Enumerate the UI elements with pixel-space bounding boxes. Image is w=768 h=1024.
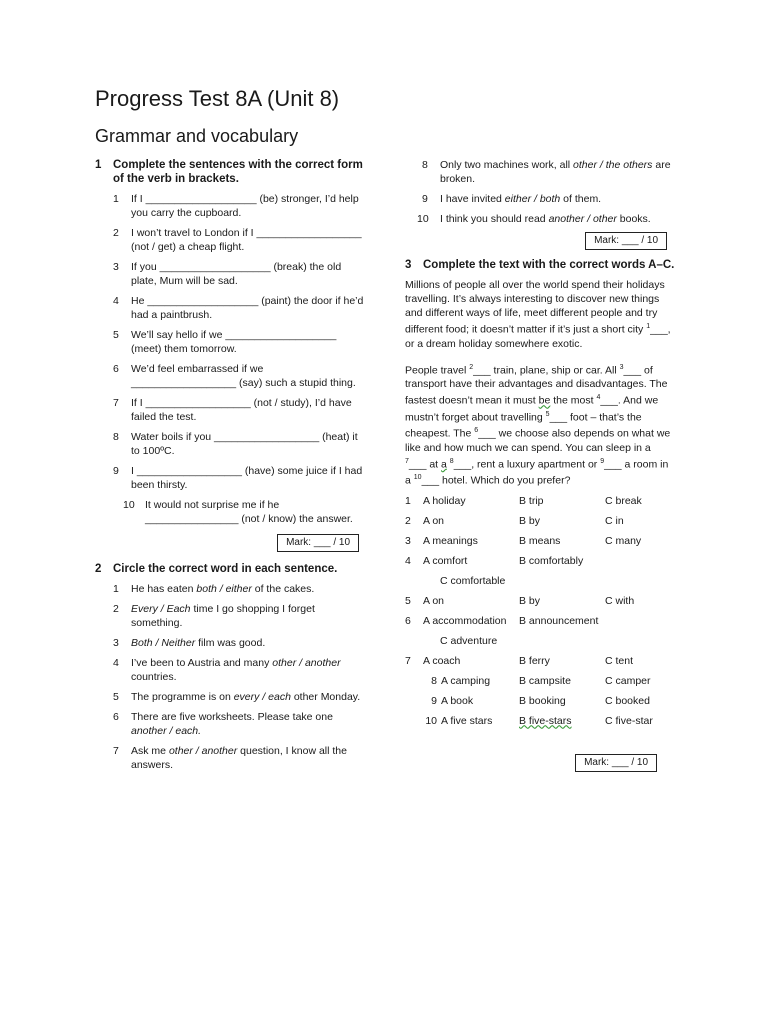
exercise-instruction: Complete the sentences with the correct form of the verb in brackets. — [113, 159, 363, 185]
exercise-2-items-left — [95, 582, 367, 772]
exercise-1-item — [95, 226, 367, 254]
item-number: 9 — [422, 193, 428, 205]
paragraph-text: Millions of people all over the world spend their holidays travelling. It’s always interesting to discover new things and different ways of life, meet different people and try different food; it doesn’t matter if it’s just a short city — [405, 279, 665, 336]
option-c[interactable]: C break — [605, 494, 642, 507]
exercise-instruction: Complete the text with the correct words A–C. — [423, 259, 675, 271]
item-number: 6 — [113, 363, 119, 375]
exercise-1-item — [95, 430, 367, 458]
item-number: 6 — [113, 711, 119, 723]
option-row — [405, 714, 675, 728]
exercise-number: 2 — [95, 563, 102, 575]
gap-number: 6 — [474, 427, 479, 434]
option-row — [405, 534, 675, 548]
exercise-2-item — [95, 690, 367, 704]
option-number: 2 — [405, 514, 411, 527]
option-b[interactable]: B comfortably — [519, 554, 584, 567]
item-text: If you ___________________ (break) the old plate, Mum will be sad. — [131, 261, 342, 287]
item-text: of the cakes. — [251, 583, 315, 595]
option-b[interactable]: B campsite — [519, 674, 571, 687]
paragraph-text: ___. And we mustn’t forget about travelling — [405, 394, 659, 423]
word-choice[interactable]: Every / Each — [131, 603, 191, 615]
item-text: Water boils if you __________________ (heat) it to 100ºC. — [131, 431, 358, 457]
exercise-1-item — [95, 498, 367, 526]
exercise-instruction: Circle the correct word in each sentence. — [113, 563, 338, 575]
paragraph-text: ___ hotel. Which do you prefer? — [421, 474, 571, 487]
word-choice[interactable]: other / another — [168, 745, 238, 757]
option-row — [405, 514, 675, 528]
item-text: time I go shopping I forget something. — [131, 603, 315, 629]
option-number: 4 — [405, 554, 411, 567]
option-c[interactable]: C booked — [605, 694, 650, 707]
option-number: 1 — [405, 494, 411, 507]
option-number: 5 — [405, 594, 411, 607]
option-c[interactable]: C five-star — [605, 714, 653, 727]
option-number: 9 — [431, 694, 437, 707]
paragraph-text: ___ at — [408, 458, 442, 470]
item-number: 10 — [123, 499, 135, 511]
option-row — [405, 674, 675, 688]
option-a[interactable]: A coach — [423, 654, 461, 667]
exercise-1-heading — [95, 158, 367, 186]
section-title: Grammar and vocabulary — [95, 126, 299, 146]
item-text: countries. — [131, 671, 177, 683]
exercise-1-item — [95, 192, 367, 220]
gap-number: 9 — [600, 457, 605, 465]
option-number: 8 — [431, 674, 437, 687]
option-a[interactable]: A accommodation — [423, 614, 507, 627]
option-b[interactable]: B five-stars — [519, 714, 572, 727]
item-text: I have invited — [440, 193, 505, 205]
exercise-1-item — [95, 260, 367, 288]
item-number: 1 — [113, 583, 119, 595]
exercise-2-items-right — [405, 158, 675, 226]
exercise-3-mark-box: Mark: ___ / 10 — [575, 754, 657, 772]
exercise-1-item — [95, 464, 367, 492]
option-b[interactable]: B ferry — [519, 654, 550, 667]
option-b[interactable]: B means — [519, 534, 561, 547]
item-text: I __________________ (have) some juice if I had been thirsty. — [131, 465, 363, 491]
paragraph-text: ___, rent a luxury apartment or — [453, 458, 601, 470]
option-b[interactable]: B announcement — [519, 614, 599, 627]
option-b[interactable]: B booking — [519, 694, 566, 707]
option-c[interactable]: C many — [605, 534, 642, 547]
item-number: 8 — [113, 431, 119, 443]
gap-number: 7 — [405, 457, 409, 465]
paragraph-text: ___ a room in a — [405, 458, 669, 487]
word-choice[interactable]: other / the others — [573, 159, 653, 171]
option-row — [405, 554, 675, 568]
option-a[interactable]: A comfort — [423, 554, 468, 567]
exercise-2-item — [95, 636, 367, 650]
item-text: question, I know all the answers. — [131, 745, 347, 771]
option-number: 7 — [405, 654, 411, 667]
option-a[interactable]: A meanings — [423, 534, 478, 547]
item-text: If I __________________ (not / study), I’d have failed the test. — [131, 397, 352, 423]
option-row — [405, 654, 675, 668]
gap-number: 4 — [596, 394, 601, 401]
word-choice[interactable]: another / each. — [131, 725, 202, 737]
item-number: 2 — [113, 227, 119, 239]
option-number: 3 — [405, 534, 411, 547]
exercise-number: 3 — [405, 259, 412, 271]
item-text: other Monday. — [290, 691, 361, 703]
gap-number: 3 — [619, 363, 624, 371]
item-text: Ask me — [131, 745, 169, 757]
option-a[interactable]: A holiday — [423, 494, 466, 507]
item-number: 7 — [113, 397, 119, 409]
option-c[interactable] — [605, 614, 665, 628]
option-a[interactable]: A on — [423, 514, 445, 527]
gap-number: 2 — [469, 363, 474, 371]
item-text: I won’t travel to London if I __________________ (not / get) a cheap flight. — [131, 227, 362, 253]
option-b[interactable]: B by — [519, 514, 541, 527]
option-a[interactable]: A book — [441, 694, 474, 707]
exercise-3-paragraph-2 — [405, 361, 675, 488]
item-text: If I ___________________ (be) stronger, I’d help you carry the cupboard. — [131, 193, 359, 219]
exercise-1-mark-box: Mark: ___ / 10 — [277, 534, 359, 552]
gap-number: 5 — [545, 410, 550, 418]
item-number: 9 — [113, 465, 119, 477]
option-c[interactable]: C adventure — [440, 634, 498, 647]
paragraph-text: ___ foot – that’s the cheapest. The — [405, 411, 642, 440]
option-c[interactable] — [605, 554, 665, 568]
option-c[interactable]: C with — [605, 594, 635, 607]
item-text: There are five worksheets. Please take one — [131, 711, 333, 723]
exercise-1-item — [95, 396, 367, 424]
word-choice[interactable]: both / either — [196, 583, 252, 595]
gap-number: 1 — [646, 323, 651, 330]
option-row — [405, 694, 675, 708]
item-text: I’ve been to Austria and many — [131, 657, 273, 669]
paragraph-text: the most — [550, 394, 597, 407]
item-text: of them. — [560, 193, 602, 205]
paragraph-text: ___ we choose also depends on what we like and how much we can spend. You can sleep in a — [405, 427, 671, 454]
option-row — [405, 614, 675, 628]
paragraph-text: ___, or a dream holiday somewhere exotic. — [405, 323, 671, 350]
option-row — [405, 494, 675, 508]
item-number: 7 — [113, 745, 119, 757]
item-text: film was good. — [195, 637, 266, 649]
item-number: 4 — [113, 295, 119, 307]
option-c[interactable]: C camper — [605, 674, 651, 687]
item-text: He has eaten — [131, 583, 197, 595]
exercise-2-item — [95, 582, 367, 596]
paragraph-text: ___ of transport have their advantages and disadvantages. The fastest doesn’t mean it must — [405, 364, 668, 407]
word-choice[interactable]: either / both — [504, 193, 561, 205]
exercise-2-item — [95, 656, 367, 684]
word-choice[interactable]: other / another — [272, 657, 341, 669]
item-number: 4 — [113, 657, 119, 669]
item-text: It would not surprise me if he ________________ (not / know) the answer. — [145, 499, 353, 525]
exercise-2-item — [405, 212, 675, 226]
page-title: Progress Test 8A (Unit 8) — [95, 86, 340, 111]
option-a[interactable]: A camping — [441, 674, 491, 687]
exercise-2-item — [405, 158, 675, 186]
option-c[interactable]: C in — [605, 514, 624, 527]
exercise-2-item — [95, 602, 367, 630]
exercise-2-mark-box: Mark: ___ / 10 — [585, 232, 667, 250]
exercise-2-item — [95, 710, 367, 738]
option-a[interactable]: A five stars — [441, 714, 493, 727]
exercise-3-paragraph-1 — [405, 278, 675, 351]
option-a[interactable]: A on — [423, 594, 445, 607]
word-choice[interactable]: Both / Neither — [131, 637, 196, 649]
item-text: Only two machines work, all — [440, 159, 574, 171]
item-number: 2 — [113, 603, 119, 615]
spellcheck-word: a — [441, 458, 447, 470]
exercise-3-heading — [405, 258, 675, 272]
spellcheck-word: be — [538, 394, 551, 407]
exercise-1-items — [95, 192, 367, 526]
option-c[interactable]: C tent — [605, 654, 634, 667]
item-text: The programme is on — [131, 691, 234, 703]
item-number: 3 — [113, 261, 119, 273]
item-number: 5 — [113, 329, 119, 341]
item-number: 3 — [113, 637, 119, 649]
paragraph-text: ___ train, plane, ship or car. All — [473, 364, 620, 376]
item-number: 8 — [422, 159, 428, 171]
exercise-3-options — [405, 494, 675, 728]
option-b[interactable]: B by — [519, 594, 541, 607]
item-number: 10 — [417, 213, 429, 225]
item-text: We’ll say hello if we ___________________ (meet) them tomorrow. — [131, 329, 337, 355]
item-number: 1 — [113, 193, 119, 205]
exercise-2-heading — [95, 562, 367, 576]
option-number: 6 — [405, 614, 411, 627]
exercise-1-item — [95, 362, 367, 390]
item-text: We’d feel embarrassed if we __________________ (say) such a stupid thing. — [131, 363, 356, 389]
exercise-1-item — [95, 328, 367, 356]
option-row — [405, 594, 675, 608]
right-column — [405, 158, 675, 772]
exercise-number: 1 — [95, 159, 102, 171]
item-text: books. — [616, 213, 651, 225]
word-choice[interactable]: another / other — [548, 213, 617, 225]
paragraph-text: People travel — [405, 364, 470, 376]
item-text: I think you should read — [440, 213, 549, 225]
word-choice[interactable]: every / each — [233, 691, 291, 703]
item-text: He ___________________ (paint) the door if he’d had a paintbrush. — [131, 295, 364, 321]
exercise-2-item — [95, 744, 367, 772]
exercise-2-item — [405, 192, 675, 206]
option-number: 10 — [425, 714, 437, 727]
gap-number: 8 — [449, 457, 454, 465]
exercise-1-item — [95, 294, 367, 322]
option-c[interactable]: C comfortable — [440, 574, 506, 587]
option-b[interactable]: B trip — [519, 494, 544, 507]
left-column — [95, 158, 367, 772]
gap-number: 10 — [413, 474, 422, 481]
item-number: 5 — [113, 691, 119, 703]
item-text: are broken. — [440, 159, 671, 185]
